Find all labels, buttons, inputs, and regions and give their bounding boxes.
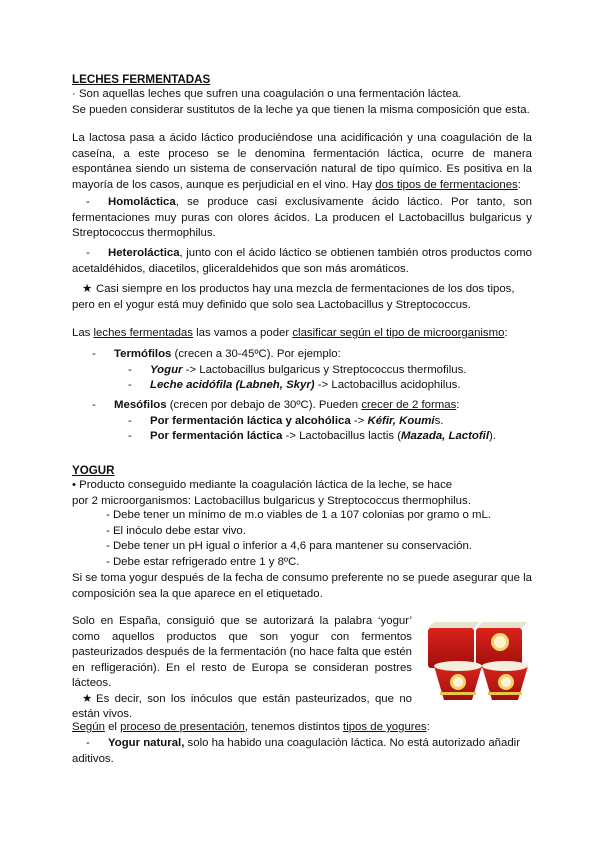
yogur-example-label: Yogur <box>150 363 183 376</box>
bullet-dash: - <box>86 737 90 749</box>
bullet-dash: - <box>92 348 96 360</box>
termofilos-text: (crecen a 30-45ºC). Por ejemplo: <box>171 348 341 360</box>
consumo-text: Si se toma yogur después de la fecha de consumo preferente no se puede asegurar que la composición sea la que aparece en el etiquetado. <box>72 572 532 600</box>
clasificacion-paragraph <box>72 326 532 342</box>
mesofilos-item <box>72 398 532 445</box>
heterolactica-item <box>72 246 532 277</box>
lactica-label: Por fermentación láctica <box>150 430 283 442</box>
requisito-item: - El inóculo debe estar vivo. <box>106 524 246 537</box>
heterolactica-label: Heteroláctica <box>108 247 180 259</box>
alcoholica-arrow: -> <box>350 414 368 427</box>
section-title-leches: LECHES FERMENTADAS <box>72 73 211 86</box>
homolactica-item <box>72 195 532 242</box>
consumo-paragraph <box>72 571 532 602</box>
mesofilos-label: Mesófilos <box>114 399 167 411</box>
homolactica-text: , se produce casi exclusivamente ácido láctico. Por tanto, son fermentaciones muy puras con olores ácidos. La producen el Lactobacillus bulgaricus y Streptococcus thermophilus. <box>72 196 532 239</box>
yogur-requisitos-list <box>106 508 536 570</box>
clasif-mid: las vamos a poder <box>192 327 293 339</box>
lactosa-paragraph <box>72 131 532 193</box>
espana-text: Solo en España, consiguió que se autorizará la palabra ‘yogur’ como aquellos productos que son yogur con fermentos pasteurizados después de la fermentación (no hace falta que estén en refligeración). En el resto de Europa se consideran postres lácteos. <box>72 615 412 689</box>
yogur-natural-item <box>72 736 532 767</box>
mesofilos-end: : <box>456 399 460 411</box>
yogur-intro <box>72 478 532 509</box>
leches-intro <box>72 87 532 118</box>
lactica-products: Mazada, Lactofil <box>401 430 489 442</box>
bullet-dash: - <box>86 247 90 259</box>
requisito-item: - Debe estar refrigerado entre 1 y 8ºC. <box>106 555 300 568</box>
bullet-dash: - <box>128 379 132 391</box>
alcoholica-label: Por fermentación láctica y alcohólica <box>150 414 351 427</box>
acidofila-example-text: -> Lactobacillus acidophilus. <box>314 379 461 391</box>
bullet-dash: - <box>92 399 96 411</box>
leches-intro-line2: Se pueden considerar sustitutos de la leche ya que tienen la misma composición que esta. <box>72 103 530 116</box>
alcoholica-tail: s. <box>434 414 444 427</box>
bullet-dash: - <box>128 430 132 442</box>
lactosa-text: La lactosa pasa a ácido láctico produciéndose una acidificación y una coagulación de la caseína, a este proceso se le denomina fermentación láctica, ocurre de manera espontánea siendo un sistema de conservación natural de tipo químico. Es positiva en la mayoría de los casos, aunque es perjudicial en el vino. Hay <box>72 132 532 191</box>
mesofilos-link-text: crecer de 2 formas <box>361 399 457 411</box>
heterolactica-text: , junto con el ácido láctico se obtienen también otros productos como acetaldéhidos, diacetilos, gliceraldehidos que son más aromáticos. <box>72 247 532 275</box>
clasif-end: : <box>504 327 508 339</box>
lactica-text: -> Lactobacillus lactis ( <box>282 430 402 442</box>
acidofila-example-label: Leche acidófila (Labneh, Skyr) <box>150 379 315 391</box>
alcoholica-products: Kéfir, Koumi <box>367 414 435 427</box>
clasif-u1: leches fermentadas <box>93 327 193 339</box>
yogur-intro-line2: por 2 microorganismos: Lactobacillus bulgaricus y Streptococcus thermophilus. <box>72 494 471 507</box>
bullet-dash: - <box>128 414 132 427</box>
yogur-natural-label: Yogur natural, <box>108 737 185 749</box>
star-icon: ★ <box>82 283 93 295</box>
bullet-dash: - <box>86 196 90 208</box>
yogur-natural-text: solo ha habido una coagulación láctica. No está autorizado añadir aditivos. <box>72 737 520 765</box>
section-title-yogur: YOGUR <box>72 464 115 477</box>
leches-star-text: Casi siempre en los productos hay una mezcla de fermentaciones de los dos tipos, pero en el yogur está muy definido que solo sea Lactobacillus y Streptococcus. <box>72 283 515 311</box>
yogur-example-text: -> Lactobacillus bulgaricus y Streptococcus thermofilus. <box>182 363 467 376</box>
homolactica-label: Homoláctica <box>108 196 176 208</box>
segun-mid1: el <box>104 721 121 733</box>
termofilos-label: Termófilos <box>114 348 172 360</box>
segun-u1: Según <box>72 721 105 733</box>
segun-paragraph <box>72 720 532 736</box>
leches-star-note <box>72 282 532 313</box>
yogur-intro-line1: • Producto conseguido mediante la coagulación láctica de la leche, se hace <box>72 479 453 491</box>
yogur-star-text: Es decir, son los inóculos que están pasteurizados, que no están vivos. <box>72 692 412 720</box>
lactosa-link-text: dos tipos de fermentaciones <box>375 178 518 191</box>
clasif-u2: clasificar según el tipo de microorganismo <box>292 327 505 339</box>
leches-intro-line1: · Son aquellas leches que sufren una coagulación o una fermentación láctea. <box>72 88 462 100</box>
segun-mid2: , tenemos distintos <box>244 721 344 733</box>
clasif-pre: Las <box>72 327 94 339</box>
bullet-dash: - <box>128 363 132 376</box>
lactica-end: ). <box>489 430 496 442</box>
yogurt-pack-image <box>420 618 532 702</box>
segun-end: : <box>426 721 430 733</box>
segun-u3: tipos de yogures <box>343 721 427 733</box>
espana-paragraph <box>72 614 412 723</box>
mesofilos-text: (crecen por debajo de 30ºC). Pueden <box>166 399 362 411</box>
requisito-item: - Debe tener un pH igual o inferior a 4,6 para mantener su conservación. <box>106 540 472 552</box>
requisito-item: - Debe tener un mínimo de m.o viables de 1 a 107 colonias por gramo o mL. <box>106 509 491 521</box>
lactosa-end: : <box>517 178 521 191</box>
termofilos-item <box>72 347 532 394</box>
segun-u2: proceso de presentación <box>120 721 245 733</box>
star-icon: ★ <box>82 692 93 705</box>
